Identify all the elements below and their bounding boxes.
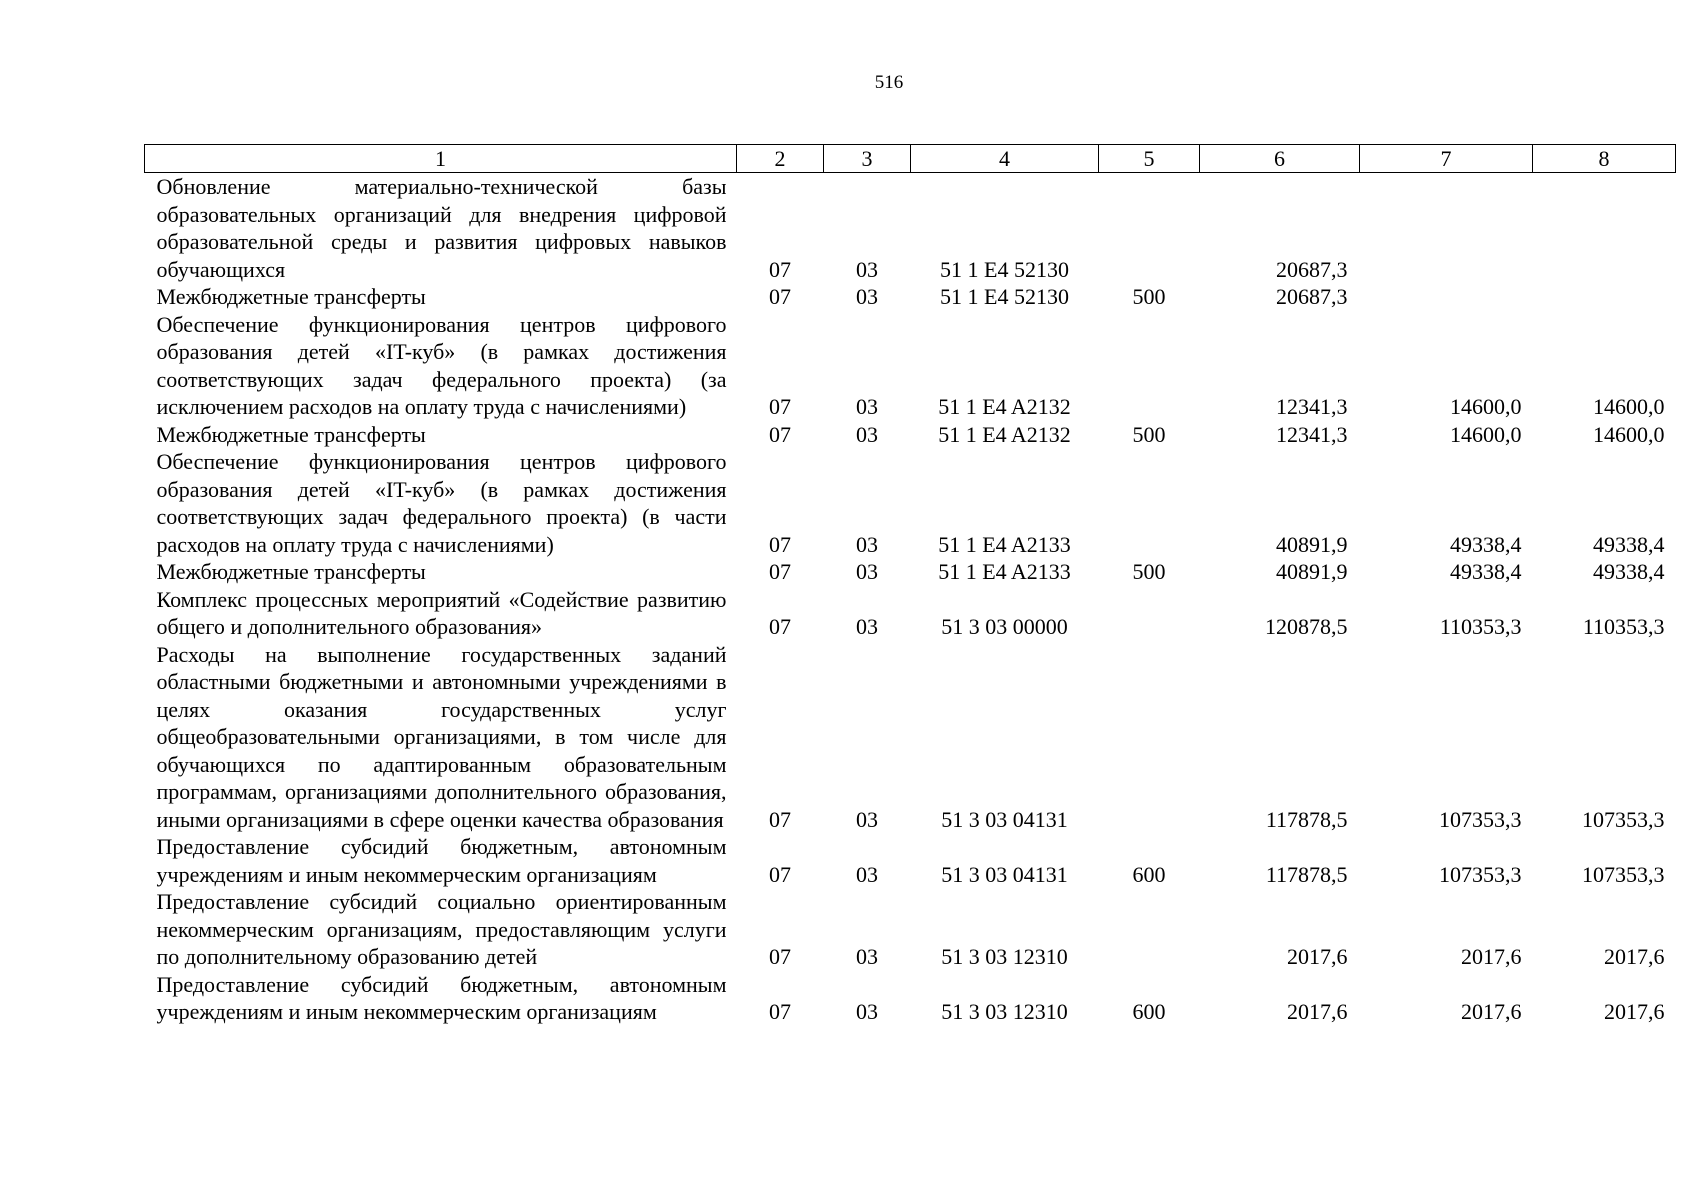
table-row: [145, 558, 1676, 586]
expense-type-code: 500: [1132, 284, 1166, 309]
table-row: [145, 421, 1676, 449]
column-header: 6: [1200, 145, 1360, 173]
target-article-code: 51 3 03 04131: [941, 806, 1068, 832]
amount-col7: [1360, 283, 1533, 311]
column-header: 3: [824, 145, 911, 173]
section-code: 07: [769, 256, 791, 282]
expense-type-code: 500: [1132, 559, 1166, 584]
column-header: 4: [911, 145, 1099, 173]
expense-type-code: [1099, 888, 1200, 971]
expense-description: Обновление материально-технической базы образовательных организаций для внедрения цифровой образовательной среды и развития цифровых навыков обучающихся: [156, 174, 727, 282]
section-code: 07: [769, 559, 791, 584]
page-number: 516: [874, 72, 904, 93]
table-header: [145, 145, 1676, 173]
table-row: [145, 888, 1676, 971]
target-article-code: 51 1 E4 A2132: [938, 394, 1071, 419]
table-row: [145, 311, 1676, 421]
amount-col7: 2017,6: [1461, 999, 1522, 1024]
amount-col8: 107353,3: [1582, 806, 1665, 832]
target-article-code: 51 3 03 12310: [941, 944, 1068, 969]
expense-type-code: [1099, 586, 1200, 641]
amount-col8: 107353,3: [1582, 861, 1665, 887]
amount-col6: 117878,5: [1265, 861, 1348, 887]
subsection-code: 03: [856, 394, 878, 419]
amount-col6: 12341,3: [1276, 394, 1348, 419]
subsection-code: 03: [856, 256, 878, 282]
expense-description: Предоставление субсидий бюджетным, автономным учреждениям и иным некоммерческим организациям: [156, 971, 727, 1024]
amount-col6: 40891,9: [1276, 531, 1348, 557]
expense-description: Расходы на выполнение государственных заданий областными бюджетными и автономными учреждениями в целях оказания государственных услуг общеобразовательными организациями, в том числе для обучающихся по адаптированным образовательным программам, организациями дополнительного образования, иными организациями в сфере оценки качества образования: [156, 641, 727, 832]
section-code: 07: [769, 861, 791, 887]
expense-description: Межбюджетные трансферты: [156, 559, 426, 584]
section-code: 07: [769, 806, 791, 832]
amount-col8: 2017,6: [1604, 944, 1665, 969]
expense-description: Межбюджетные трансферты: [156, 284, 426, 309]
table-row: [145, 971, 1676, 1026]
target-article-code: 51 1 E4 A2132: [938, 421, 1071, 447]
amount-col7: 49338,4: [1450, 531, 1522, 557]
amount-col6: 117878,5: [1265, 806, 1348, 832]
table-row: [145, 173, 1676, 284]
column-header: 1: [145, 145, 737, 173]
amount-col7: 14600,0: [1450, 421, 1522, 447]
section-code: 07: [769, 531, 791, 557]
expense-description: Межбюджетные трансферты: [156, 421, 426, 447]
expense-description: Предоставление субсидий бюджетным, автономным учреждениям и иным некоммерческим организациям: [156, 834, 727, 887]
column-header: 2: [737, 145, 824, 173]
subsection-code: 03: [856, 559, 878, 584]
amount-col8: 14600,0: [1593, 394, 1665, 419]
amount-col6: 40891,9: [1276, 559, 1348, 584]
subsection-code: 03: [856, 861, 878, 887]
column-header: 7: [1360, 145, 1533, 173]
target-article-code: 51 3 03 12310: [941, 999, 1068, 1024]
amount-col6: 120878,5: [1265, 614, 1348, 639]
column-header: 5: [1099, 145, 1200, 173]
amount-col8: [1533, 283, 1676, 311]
expense-type-code: [1099, 641, 1200, 834]
section-code: 07: [769, 284, 791, 309]
amount-col7: 107353,3: [1439, 806, 1522, 832]
amount-col7: 2017,6: [1461, 944, 1522, 969]
section-code: 07: [769, 421, 791, 447]
section-code: 07: [769, 614, 791, 639]
expense-type-code: [1099, 448, 1200, 558]
amount-col7: [1360, 173, 1533, 284]
amount-col6: 20687,3: [1276, 256, 1348, 282]
section-code: 07: [769, 999, 791, 1024]
expense-type-code: 500: [1132, 421, 1166, 447]
expense-description: Комплекс процессных мероприятий «Содействие развитию общего и дополнительного образования»: [156, 586, 727, 639]
amount-col8: [1533, 173, 1676, 284]
amount-col8: 14600,0: [1593, 421, 1665, 447]
amount-col6: 20687,3: [1276, 284, 1348, 309]
target-article-code: 51 1 E4 A2133: [938, 531, 1071, 557]
expense-description: Предоставление субсидий социально ориентированным некоммерческим организациям, предоставляющим услуги по дополнительному образованию детей: [156, 889, 727, 969]
budget-table: [144, 144, 1676, 1026]
amount-col7: 14600,0: [1450, 394, 1522, 419]
expense-type-code: 600: [1132, 999, 1166, 1024]
table-row: [145, 448, 1676, 558]
section-code: 07: [769, 944, 791, 969]
amount-col7: 110353,3: [1439, 614, 1522, 639]
amount-col8: 2017,6: [1604, 999, 1665, 1024]
target-article-code: 51 3 03 00000: [941, 614, 1068, 639]
amount-col6: 12341,3: [1276, 421, 1348, 447]
amount-col8: 49338,4: [1593, 559, 1665, 584]
table-body: [145, 173, 1676, 1026]
target-article-code: 51 1 E4 52130: [940, 284, 1069, 309]
table-row: [145, 833, 1676, 888]
expense-type-code: 600: [1132, 861, 1166, 887]
table-row: [145, 283, 1676, 311]
expense-type-code: [1099, 311, 1200, 421]
amount-col8: 49338,4: [1593, 531, 1665, 557]
subsection-code: 03: [856, 806, 878, 832]
amount-col7: 49338,4: [1450, 559, 1522, 584]
target-article-code: 51 1 E4 52130: [940, 256, 1069, 282]
amount-col6: 2017,6: [1287, 999, 1348, 1024]
table-row: [145, 586, 1676, 641]
target-article-code: 51 3 03 04131: [941, 861, 1068, 887]
subsection-code: 03: [856, 999, 878, 1024]
table-row: [145, 641, 1676, 834]
amount-col7: 107353,3: [1439, 861, 1522, 887]
section-code: 07: [769, 394, 791, 419]
column-header: 8: [1533, 145, 1676, 173]
subsection-code: 03: [856, 421, 878, 447]
target-article-code: 51 1 E4 A2133: [938, 559, 1071, 584]
amount-col8: 110353,3: [1582, 614, 1665, 639]
subsection-code: 03: [856, 944, 878, 969]
subsection-code: 03: [856, 614, 878, 639]
column-number-row: [145, 145, 1676, 173]
subsection-code: 03: [856, 284, 878, 309]
subsection-code: 03: [856, 531, 878, 557]
expense-description: Обеспечение функционирования центров цифрового образования детей «IT-куб» (в рамках достижения соответствующих задач федерального проекта) (за исключением расходов на оплату труда с начислениями): [156, 311, 727, 419]
expense-description: Обеспечение функционирования центров цифрового образования детей «IT-куб» (в рамках достижения соответствующих задач федерального проекта) (в части расходов на оплату труда с начислениями): [156, 449, 727, 557]
expense-type-code: [1099, 173, 1200, 284]
amount-col6: 2017,6: [1287, 944, 1348, 969]
